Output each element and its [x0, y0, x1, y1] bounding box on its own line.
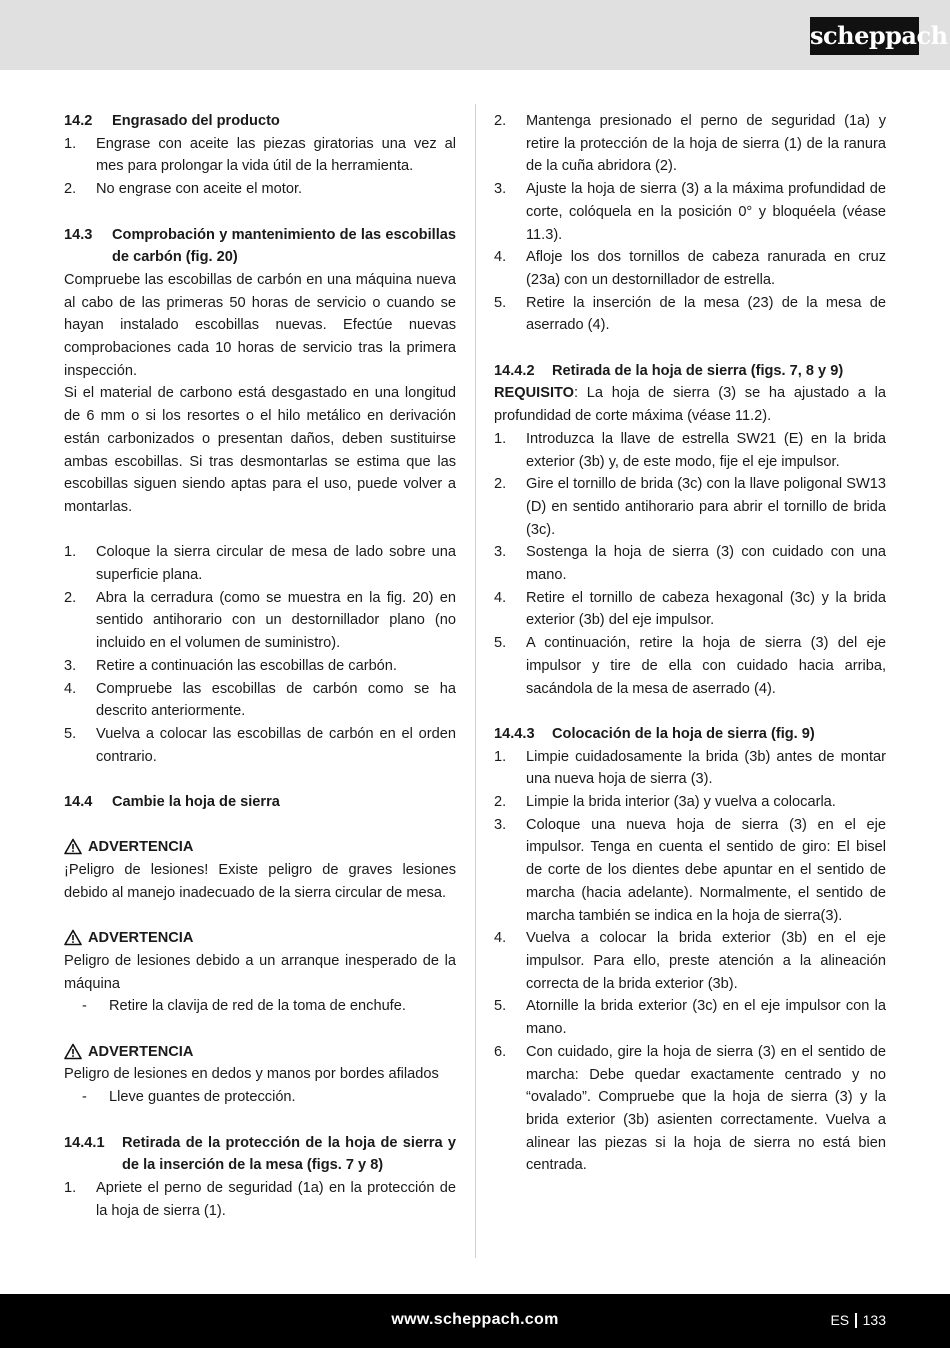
list-item: 1. Engrase con aceite las piezas giratorias una vez al mes para prolongar la vida útil de la herramienta.	[64, 135, 456, 175]
language-code: ES	[830, 1312, 850, 1328]
section-number: 14.4	[64, 794, 93, 811]
list-item: 4. Compruebe las escobillas de carbón como se ha descrito anteriormente.	[64, 680, 456, 720]
section-heading-14-2	[64, 110, 456, 133]
list-item: 1. Limpie cuidadosamente la brida (3b) antes de montar una nueva hoja de sierra (3).	[494, 748, 886, 788]
section-title: Retirada de la protección de la hoja de sierra y de la inserción de la mesa (figs. 7 y 8)	[122, 1134, 456, 1174]
warning-triangle-icon	[64, 838, 82, 855]
list-item: 2. Gire el tornillo de brida (3c) con la llave poligonal SW13 (D) en sentido antihorario para abrir el tornillo de brida (3c).	[494, 476, 886, 538]
brush-steps	[64, 541, 456, 768]
list-item: 1. Introduzca la llave de estrella SW21 (E) en la brida exterior (3b) y, de este modo, fije el eje impulsor.	[494, 430, 886, 470]
requirement-note: REQUISITO: La hoja de sierra (3) se ha ajustado a la profundidad de corte máxima (véase 11.2).	[494, 385, 886, 425]
blade-removal-steps	[494, 428, 886, 700]
section-heading-14-4-2	[494, 360, 886, 383]
section-number: 14.4.1	[64, 1134, 105, 1151]
list-item: 4. Retire el tornillo de cabeza hexagonal (3c) y la brida exterior (3b) del eje impulsor.	[494, 589, 886, 629]
list-item: 1. Coloque la sierra circular de mesa de lado sobre una superficie plana.	[64, 544, 456, 584]
list-item: 4. Vuelva a colocar la brida exterior (3b) en el eje impulsor. Para ello, preste atención a la alineación correcta de la brida exterior (3b).	[494, 930, 886, 992]
blade-install-steps	[494, 746, 886, 1177]
section-title: Colocación de la hoja de sierra (fig. 9)	[552, 725, 815, 742]
section-heading-14-3	[64, 224, 456, 269]
left-column	[64, 110, 456, 1222]
list-item: 3. Sostenga la hoja de sierra (3) con cuidado con una mano.	[494, 544, 886, 584]
brand-logo: scheppach	[810, 17, 919, 55]
warning-text: Peligro de lesiones en dedos y manos por bordes afilados	[64, 1066, 439, 1083]
paragraph: Compruebe las escobillas de carbón en una máquina nueva al cabo de las primeras 50 horas de servicio o cuando se hayan instalado escobillas nuevas. Efectúe nuevas comprobaciones cada 10 horas de servicio tras la primera inspección.	[64, 271, 456, 379]
list-item: 6. Con cuidado, gire la hoja de sierra (3) en el sentido de marcha: Debe quedar exactamente centrado y no “ovalado”. Compruebe que la hoja de sierra (3) y la brida exterior (3b) asienten correctamente. Vuelva a alinear las piezas si la hoja de sierra no está bien centrada.	[494, 1043, 886, 1174]
list-item: 1. Apriete el perno de seguridad (1a) en la protección de la hoja de sierra (1).	[64, 1179, 456, 1219]
list-item: 5. Vuelva a colocar las escobillas de carbón en el orden contrario.	[64, 725, 456, 765]
section-heading-14-4-1	[64, 1132, 456, 1177]
section-title: Engrasado del producto	[112, 113, 280, 129]
section-heading-14-4	[64, 791, 456, 814]
section-title: Comprobación y mantenimiento de las escobillas de carbón (fig. 20)	[112, 226, 456, 266]
list-item: 3. Ajuste la hoja de sierra (3) a la máxima profundidad de corte, colóquela en la posición 0° y bloquéela (véase 11.3).	[494, 181, 886, 243]
warning-triangle-icon	[64, 929, 82, 946]
section-number: 14.4.3	[494, 725, 535, 742]
separator	[855, 1313, 857, 1328]
list-item: - Retire la clavija de red de la toma de enchufe.	[82, 998, 406, 1015]
warning-heading: ADVERTENCIA	[64, 927, 456, 950]
list-item: 5. A continuación, retire la hoja de sierra (3) del eje impulsor y tire de ella con cuidado hacia arriba, sacándola de la mesa de aserrado (4).	[494, 635, 886, 697]
list-item: 2. Mantenga presionado el perno de seguridad (1a) y retire la protección de la hoja de sierra (1) de la ranura de la cuña abridora (2).	[494, 113, 886, 175]
warning-triangle-icon	[64, 1043, 82, 1060]
section-heading-14-4-3	[494, 723, 886, 746]
removal-steps	[64, 1177, 456, 1222]
removal-steps-continued	[494, 110, 886, 337]
page-number: 133	[862, 1312, 886, 1328]
lubrication-steps	[64, 133, 456, 201]
section-number: 14.2	[64, 113, 93, 129]
section-number: 14.4.2	[494, 362, 535, 379]
list-item: - Lleve guantes de protección.	[82, 1089, 296, 1106]
list-item: 5. Atornille la brida exterior (3c) en el eje impulsor con la mano.	[494, 998, 886, 1038]
header-band	[0, 0, 950, 70]
website-link[interactable]: www.scheppach.com	[391, 1311, 559, 1328]
warning-dash-list	[64, 995, 456, 1018]
page-indicator	[830, 1309, 886, 1332]
list-item: 5. Retire la inserción de la mesa (23) de la mesa de aserrado (4).	[494, 294, 886, 334]
section-number: 14.3	[64, 226, 93, 243]
column-divider	[475, 104, 476, 1258]
section-title: Cambie la hoja de sierra	[112, 794, 280, 811]
list-item: 2. Limpie la brida interior (3a) y vuelva a colocarla.	[494, 794, 836, 811]
list-item: 2. No engrase con aceite el motor.	[64, 181, 303, 198]
paragraph: Si el material de carbono está desgastado en una longitud de 6 mm o si los resortes o el hilo metálico en derivación están carbonizados o presentan daños, deben sustituirse ambas escobillas. Si tras desmontarlas se estima que las escobillas siguen siendo aptas para el uso, puede volver a montarlas.	[64, 385, 456, 515]
warning-heading: ADVERTENCIA	[64, 1041, 456, 1064]
list-item: 4. Afloje los dos tornillos de cabeza ranurada en cruz (23a) con un destornillador de estrella.	[494, 249, 886, 288]
list-item: 3. Coloque una nueva hoja de sierra (3) en el eje impulsor. Tenga en cuenta el sentido de giro: El bisel de corte de los dientes debe apuntar en el sentido de marcha (hacia adelante). Normalmente, el sentido de marcha también se indica en la hoja de sierra(3).	[494, 816, 886, 924]
warning-dash-list	[64, 1086, 456, 1109]
page-footer	[0, 1294, 950, 1348]
list-item: 2. Abra la cerradura (como se muestra en la fig. 20) en sentido antihorario con un destornillador plano (no incluido en el volumen de suministro).	[64, 589, 456, 652]
section-title: Retirada de la hoja de sierra (figs. 7, 8 y 9)	[552, 362, 844, 379]
warning-text: Peligro de lesiones debido a un arranque inesperado de la máquina	[64, 952, 456, 992]
warning-text: ¡Peligro de lesiones! Existe peligro de graves lesiones debido al manejo inadecuado de la sierra circular de mesa.	[64, 862, 456, 901]
right-column	[494, 110, 886, 1177]
warning-heading: ADVERTENCIA	[64, 836, 456, 859]
list-item: 3. Retire a continuación las escobillas de carbón.	[64, 657, 397, 674]
